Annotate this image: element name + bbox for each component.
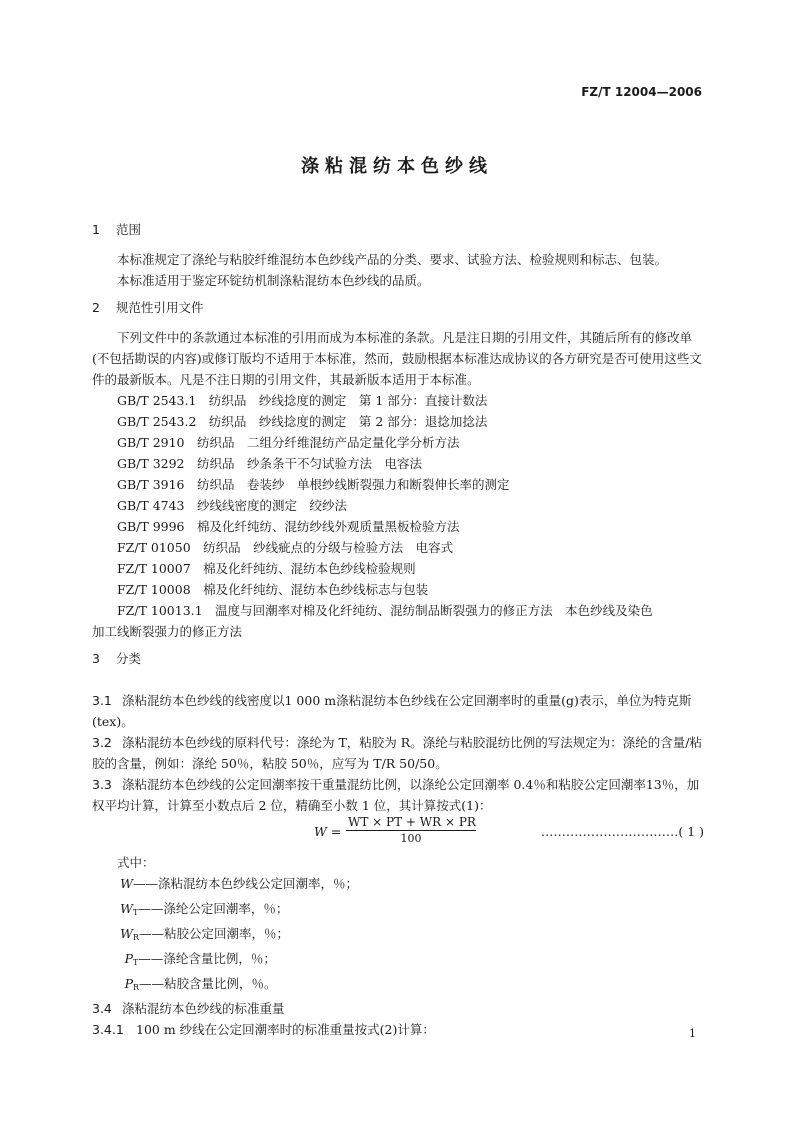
- formula-numerator: WT × PT + WR × PR: [348, 815, 476, 829]
- section-title: 分类: [116, 651, 142, 666]
- reference-item: GB/T 2543.1 纺织品 纱线捻度的测定 第 1 部分：直接计数法: [117, 393, 488, 408]
- reference-item-continuation: 加工线断裂强力的修正方法: [92, 624, 243, 639]
- variable-definition: PR——粘胶含量比例，％。: [124, 976, 277, 992]
- section-title: 规范性引用文件: [116, 300, 204, 315]
- document-title: 涤粘混纺本色纱线: [301, 156, 493, 177]
- section-number: 1: [92, 222, 100, 237]
- clause-3-4-1: [92, 1019, 704, 1040]
- reference-item: GB/T 3916 纺织品 卷装纱 单根纱线断裂强力和断裂伸长率的测定: [117, 477, 510, 492]
- clause-text: 涤粘混纺本色纱线的标准重量: [122, 1001, 285, 1016]
- section-heading-references: [92, 297, 704, 318]
- variable-definition: W——涤粘混纺本色纱线公定回潮率，％；: [120, 876, 359, 891]
- clause-text: 涤粘混纺本色纱线的原料代号：涤纶为 T，粘胶为 R。涤纶与粘胶混纺比例的写法规定为：涤纶的含量/粘胶的含量，例如：涤纶 50％，粘胶 50％，应写为 T/R 50/50。: [92, 735, 702, 771]
- clause-number: 3.4: [92, 1001, 112, 1016]
- clause-number: 3.2: [92, 735, 112, 750]
- page-number: 1: [689, 1027, 696, 1040]
- variable-list: [92, 873, 704, 998]
- reference-item: GB/T 4743 纱线线密度的测定 绞纱法: [117, 498, 348, 513]
- standard-code: FZ/T 12004—2006: [581, 85, 702, 99]
- section-heading-classification: [92, 648, 704, 669]
- formula-1: [92, 815, 704, 848]
- section-number: 3: [92, 651, 100, 666]
- paragraph: 本标准规定了涤纶与粘胶纤维混纺本色纱线产品的分类、要求、试验方法、检验规则和标志、包装。: [117, 252, 668, 267]
- reference-item: FZ/T 10008 棉及化纤纯纺、混纺本色纱线标志与包装: [117, 582, 429, 597]
- clause-3-2: [92, 732, 704, 774]
- clause-text: 100 m 纱线在公定回潮率时的标准重量按式(2)计算：: [136, 1022, 435, 1037]
- clause-number: 3.1: [92, 693, 112, 708]
- clause-3-4: [92, 998, 704, 1019]
- variable-definition: WT——涤纶公定回潮率，％；: [120, 901, 289, 917]
- paragraph: 下列文件中的条款通过本标准的引用而成为本标准的条款。凡是注日期的引用文件，其随后所有的修改单(不包括勘误的内容)或修订版均不适用于本标准，然而，鼓励根据本标准达成协议的各方研究是否可使用这些文件的最新版本。凡是不注日期的引用文件，其最新版本适用于本标准。: [92, 330, 702, 387]
- reference-item: GB/T 3292 纺织品 纱条条干不匀试验方法 电容法: [117, 456, 423, 471]
- formula-number: ……………………………( 1 ): [540, 824, 704, 839]
- reference-item: GB/T 9996 棉及化纤纯纺、混纺纱线外观质量黑板检验方法: [117, 519, 460, 534]
- variable-definition: PT——涤纶含量比例，％；: [124, 951, 276, 967]
- formula-denominator: 100: [400, 832, 422, 845]
- reference-item: GB/T 2543.2 纺织品 纱线捻度的测定 第 2 部分：退捻加捻法: [117, 414, 488, 429]
- clause-text: 涤粘混纺本色纱线的公定回潮率按干重量混纺比例，以涤纶公定回潮率 0.4％和粘胶公定回潮率13％，加权平均计算，计算至小数点后 2 位，精确至小数 1 位，其计算按式(1)：: [92, 777, 700, 813]
- reference-item: FZ/T 01050 纺织品 纱线疵点的分级与检验方法 电容式: [117, 540, 454, 555]
- reference-item: GB/T 2910 纺织品 二组分纤维混纺产品定量化学分析方法: [117, 435, 460, 450]
- reference-item: FZ/T 10013.1 温度与回潮率对棉及化纤纯纺、混纺制品断裂强力的修正方法 本色纱线及染色: [117, 603, 653, 618]
- clause-text: 涤粘混纺本色纱线的线密度以1 000 m涤粘混纺本色纱线在公定回潮率时的重量(g)表示，单位为特克斯(tex)。: [92, 693, 692, 729]
- section-title: 范围: [116, 222, 142, 237]
- clause-number: 3.3: [92, 777, 112, 792]
- paragraph: 本标准适用于鉴定环锭纺机制涤粘混纺本色纱线的品质。: [117, 273, 430, 288]
- reference-item: FZ/T 10007 棉及化纤纯纺、混纺本色纱线检验规则: [117, 561, 416, 576]
- clause-number: 3.4.1: [92, 1022, 124, 1037]
- section-number: 2: [92, 300, 100, 315]
- clause-3-1: [92, 690, 704, 732]
- formula-fraction: [346, 815, 476, 845]
- variable-definition: WR——粘胶公定回潮率，％；: [120, 926, 290, 942]
- document-body: [92, 216, 704, 678]
- formula-lhs: W =: [314, 824, 342, 839]
- where-label: 式中：: [117, 855, 155, 870]
- section-heading-scope: [92, 219, 704, 240]
- classification-body: [92, 690, 704, 1040]
- clause-3-3: [92, 774, 704, 816]
